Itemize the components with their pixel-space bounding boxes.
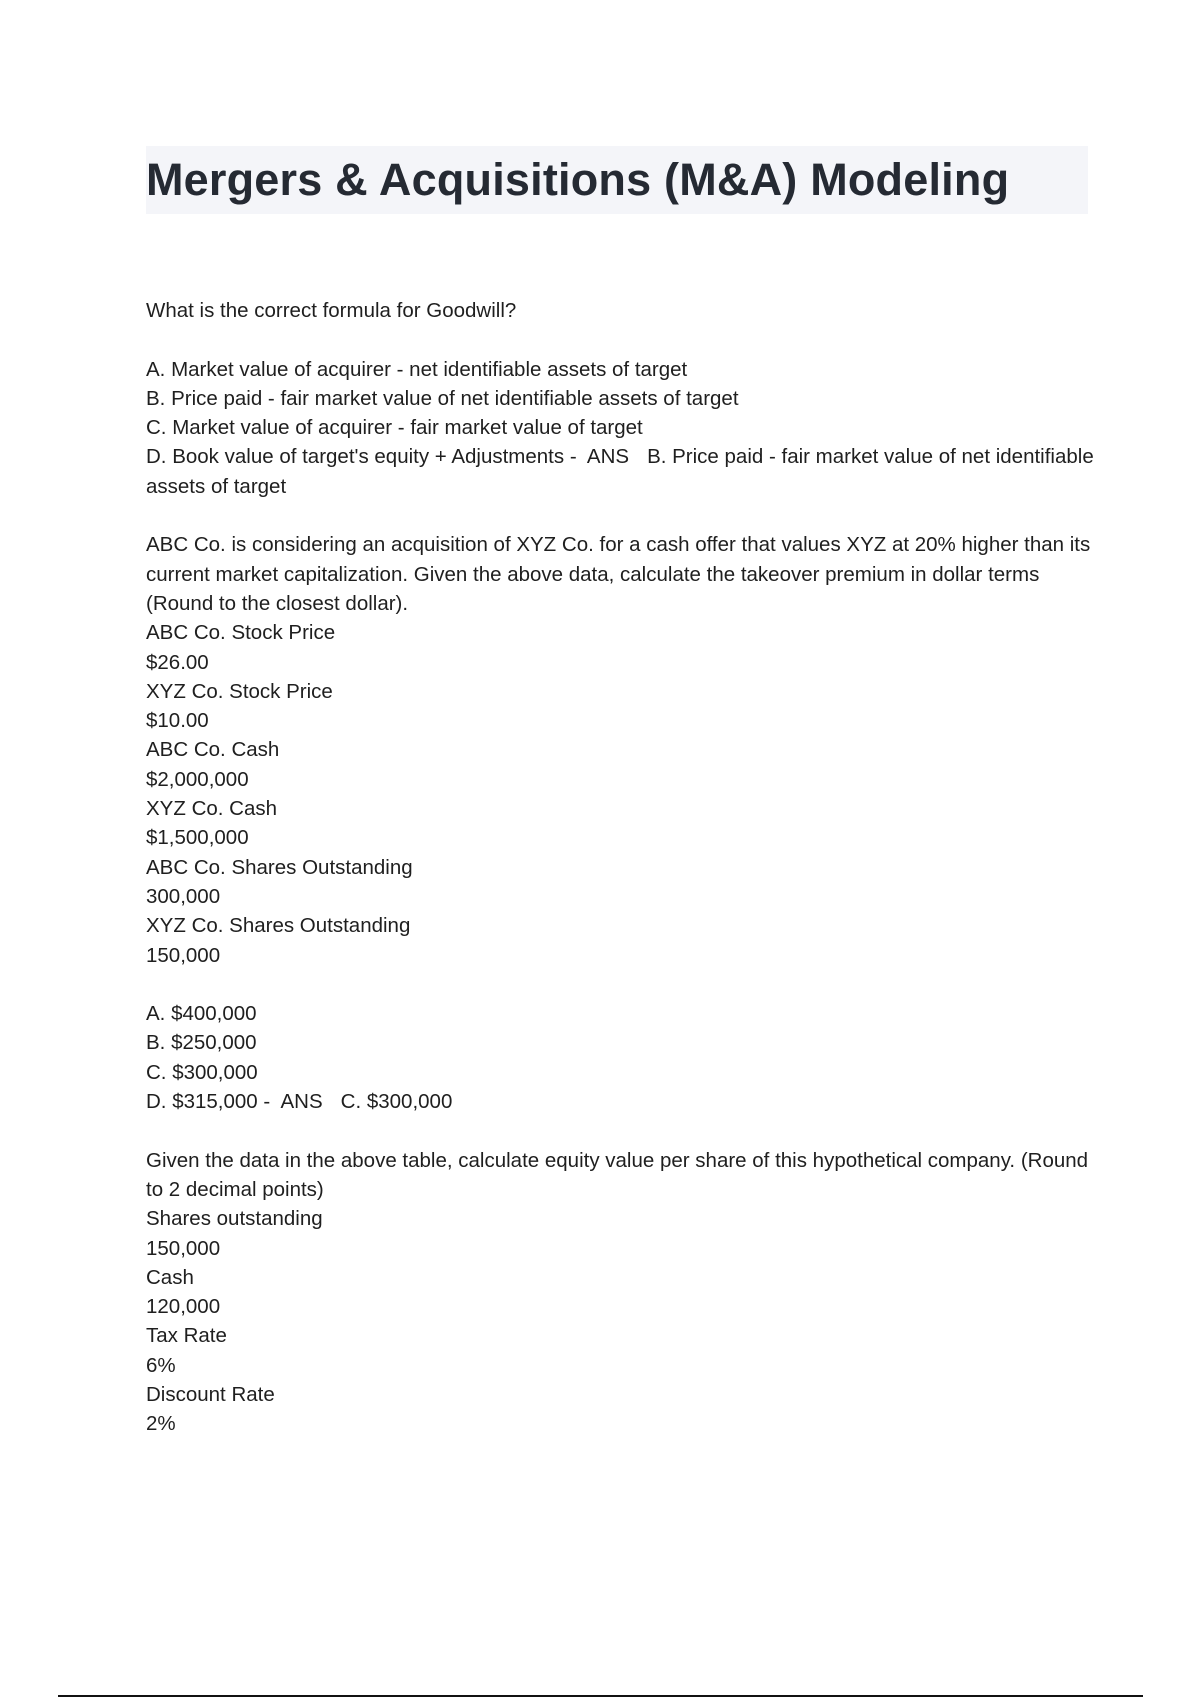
question-2-option-d-with-answer xyxy=(146,1087,1096,1116)
question-3-data-label: Tax Rate xyxy=(146,1324,227,1348)
question-2-data-value: $10.00 xyxy=(146,709,209,733)
question-1-option-d-with-answer xyxy=(146,442,1100,501)
question-3-data-value: 2% xyxy=(146,1412,176,1436)
question-3-data-value: 6% xyxy=(146,1353,176,1377)
question-3-prompt-block xyxy=(146,1146,1096,1439)
question-1-prompt: What is the correct formula for Goodwill? xyxy=(146,299,517,322)
question-1-option-c: C. Market value of acquirer - fair market value of target xyxy=(146,416,643,440)
question-3-data-label: Shares outstanding xyxy=(146,1207,323,1231)
question-2-data-label: XYZ Co. Stock Price xyxy=(146,679,333,703)
question-3-prompt: Given the data in the above table, calculate equity value per share of this hypothetical company. (Round to 2 decimal points) xyxy=(146,1148,1094,1201)
question-2-option-a: A. $400,000 xyxy=(146,1002,257,1026)
question-2-options xyxy=(146,999,1096,1116)
question-2-prompt: ABC Co. is considering an acquisition of XYZ Co. for a cash offer that values XYZ at 20% higher than its current market capitalization. Given the above data, calculate the takeover premium in dollar terms (Round to the closest dollar). xyxy=(146,533,1096,615)
question-2-answer: C. $300,000 xyxy=(340,1090,453,1114)
question-1-options xyxy=(146,355,1100,501)
question-1-option-d: D. Book value of target's equity + Adjustments - ANS xyxy=(146,445,630,469)
question-3-data-value: 150,000 xyxy=(146,1236,221,1260)
question-2-data-label: XYZ Co. Shares Outstanding xyxy=(146,914,411,938)
question-2-data-value: $26.00 xyxy=(146,650,209,674)
document-body xyxy=(146,296,1100,1468)
footer-divider xyxy=(58,1695,1143,1697)
question-2-prompt-block xyxy=(146,530,1096,969)
question-1-option-a: A. Market value of acquirer - net identifiable assets of target xyxy=(146,357,688,381)
question-1-answer: B. Price paid - fair market value of net identifiable assets of target xyxy=(146,445,1100,498)
question-1-option-b: B. Price paid - fair market value of net identifiable assets of target xyxy=(146,386,739,410)
question-2-option-b: B. $250,000 xyxy=(146,1031,257,1055)
question-2-data-label: ABC Co. Shares Outstanding xyxy=(146,855,413,879)
question-2-option-c: C. $300,000 xyxy=(146,1060,258,1084)
question-2-data-label: XYZ Co. Cash xyxy=(146,797,278,821)
question-2-data-value: $2,000,000 xyxy=(146,767,249,791)
question-2-data-label: ABC Co. Cash xyxy=(146,738,280,762)
question-2-data-label: ABC Co. Stock Price xyxy=(146,621,336,645)
question-3-data-label: Cash xyxy=(146,1265,194,1289)
question-1-prompt-block xyxy=(146,296,1096,325)
question-2-option-d: D. $315,000 - ANS xyxy=(146,1090,323,1114)
question-2-data-value: 150,000 xyxy=(146,943,221,967)
question-3-data-value: 120,000 xyxy=(146,1295,221,1319)
question-2-data-value: 300,000 xyxy=(146,884,221,908)
question-2-data-value: $1,500,000 xyxy=(146,826,249,850)
document-title: Mergers & Acquisitions (M&A) Modeling xyxy=(146,154,1010,205)
question-3-data-label: Discount Rate xyxy=(146,1382,275,1406)
